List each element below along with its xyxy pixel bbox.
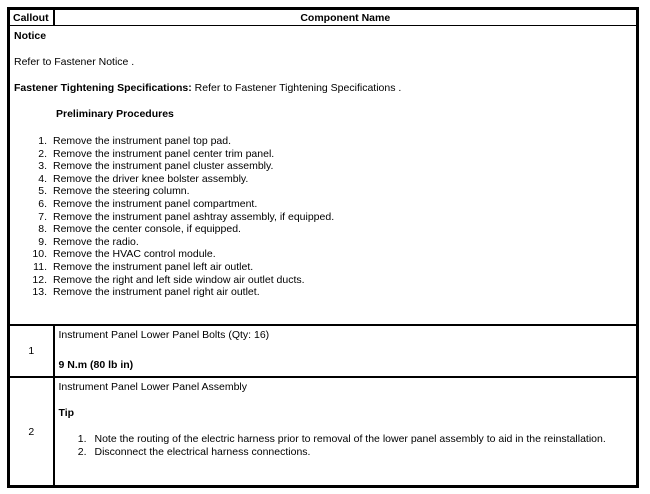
notice-title: Notice	[14, 30, 47, 42]
table-row	[10, 377, 637, 486]
header-row	[10, 10, 637, 26]
component-cell	[54, 325, 637, 377]
list-item: 13. Remove the instrument panel right air outlet.	[32, 286, 260, 299]
spec-line	[14, 82, 632, 95]
list-item: 7. Remove the instrument panel ashtray assembly, if equipped.	[38, 210, 335, 223]
notice-text: Refer to Fastener Notice .	[14, 56, 135, 68]
notice-row	[10, 26, 637, 326]
component-name: Instrument Panel Lower Panel Assembly	[58, 381, 248, 393]
prelim-steps-list	[14, 135, 632, 299]
spec-text: Refer to Fastener Tightening Specifications .	[191, 82, 402, 94]
list-item: 1. Remove the instrument panel top pad.	[38, 135, 232, 147]
list-item: 10. Remove the HVAC control module.	[32, 248, 216, 261]
list-item: 2. Disconnect the electrical harness connections.	[77, 445, 311, 458]
component-table	[9, 9, 637, 486]
torque-spec: 9 N.m (80 lb in)	[58, 359, 134, 371]
callout-number: 1	[10, 325, 54, 377]
table-row	[10, 325, 637, 377]
component-name-column-header: Component Name	[54, 10, 637, 26]
list-item: 5. Remove the steering column.	[38, 185, 190, 198]
callout-column-header: Callout	[10, 10, 54, 26]
list-item: 6. Remove the instrument panel compartment.	[38, 197, 258, 210]
component-table-frame	[7, 7, 639, 488]
tip-list	[59, 433, 633, 458]
notice-cell	[10, 26, 637, 326]
prelim-title: Preliminary Procedures	[56, 108, 174, 120]
component-name: Instrument Panel Lower Panel Bolts (Qty: 16)	[58, 329, 270, 341]
callout-number: 2	[10, 377, 54, 486]
component-cell	[54, 377, 637, 486]
list-item: 11. Remove the instrument panel left air outlet.	[33, 260, 254, 273]
tip-title: Tip	[58, 407, 75, 419]
list-item: 3. Remove the instrument panel cluster assembly.	[38, 160, 274, 173]
list-item: 1. Note the routing of the electric harness prior to removal of the lower panel assembly to aid in the reinstallation.	[77, 433, 606, 445]
list-item: 12. Remove the right and left side window air outlet ducts.	[32, 273, 305, 286]
list-item: 9. Remove the radio.	[38, 235, 139, 248]
spec-label: Fastener Tightening Specifications:	[14, 82, 192, 94]
list-item: 8. Remove the center console, if equipped.	[38, 223, 241, 236]
list-item: 2. Remove the instrument panel center trim panel.	[38, 147, 275, 160]
list-item: 4. Remove the driver knee bolster assembly.	[38, 172, 249, 185]
